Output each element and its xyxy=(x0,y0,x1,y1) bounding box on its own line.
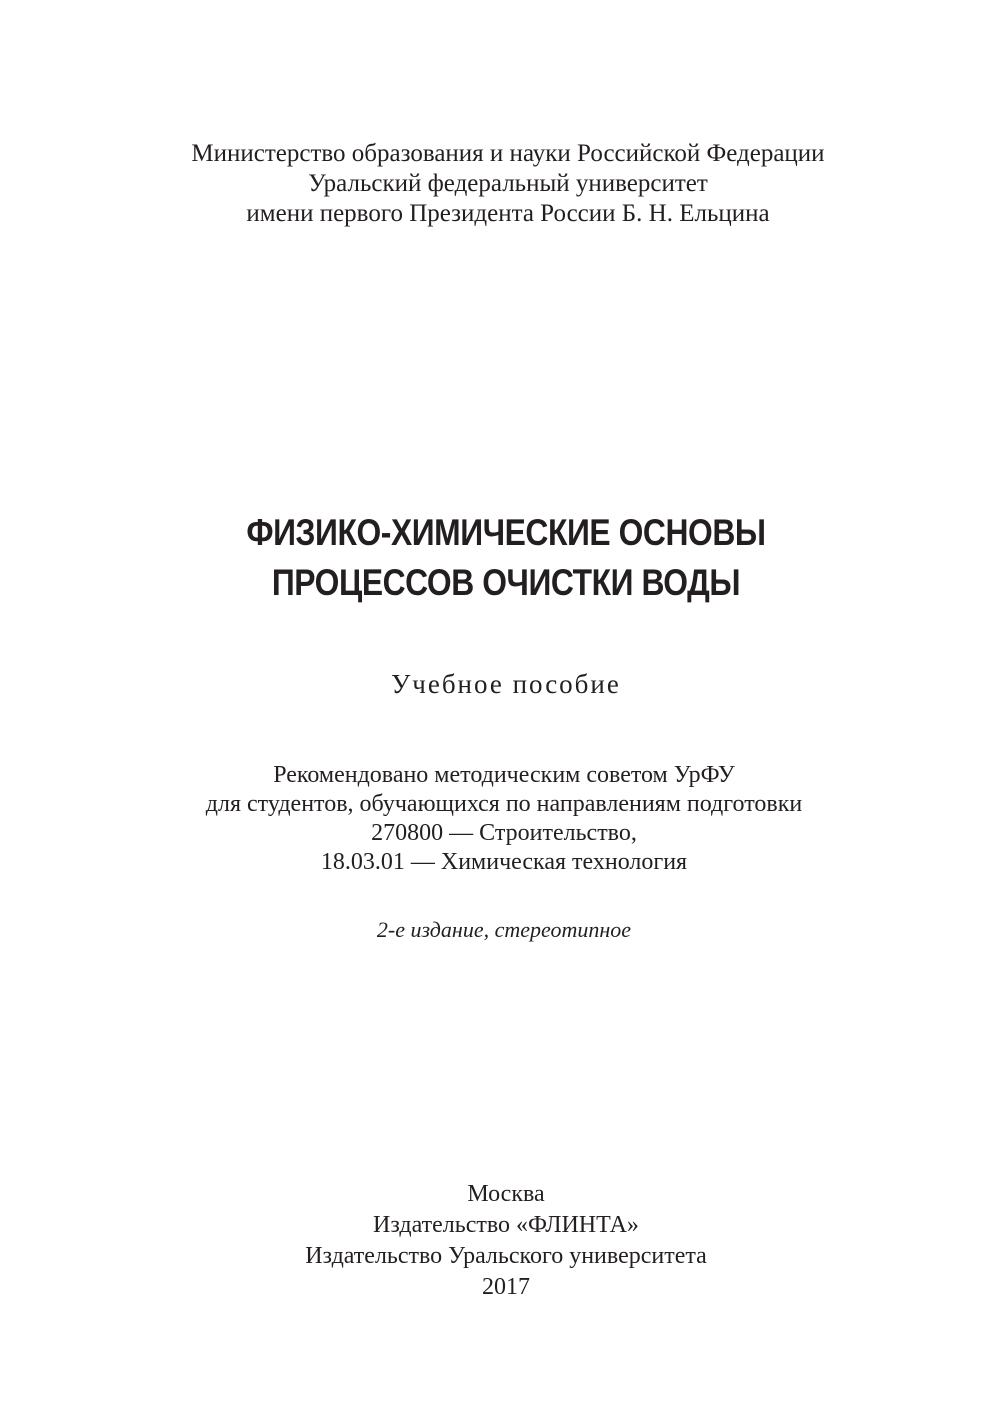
recommendation-line-3: 270800 — Строительство, xyxy=(371,820,637,846)
ministry-header xyxy=(6,139,1004,229)
book-title xyxy=(4,508,1004,608)
recommendation-line-4: 18.03.01 — Химическая технология xyxy=(320,849,688,875)
recommendation-block xyxy=(2,761,1004,877)
university-line: Уральский федеральный университет xyxy=(308,170,708,197)
publisher-block xyxy=(4,1179,1004,1303)
book-subtitle-text: Учебное пособие xyxy=(391,669,621,699)
book-subtitle xyxy=(4,666,1004,702)
publication-year: 2017 xyxy=(482,1274,530,1300)
publisher-flinta: Издательство «ФЛИНТА» xyxy=(373,1212,639,1238)
university-name-line: имени первого Президента России Б. Н. Ельцина xyxy=(246,200,770,227)
publisher-ural-university: Издательство Уральского университета xyxy=(305,1243,707,1269)
edition-note xyxy=(2,915,1004,945)
ministry-line: Министерство образования и науки Российской Федерации xyxy=(191,140,825,167)
book-title-line-2: ПРОЦЕССОВ ОЧИСТКИ ВОДЫ xyxy=(271,562,741,603)
recommendation-line-2: для студентов, обучающихся по направлениям подготовки xyxy=(205,791,803,817)
edition-text: 2-е издание, стереотипное xyxy=(376,917,632,942)
book-title-line-1: ФИЗИКО-ХИМИЧЕСКИЕ ОСНОВЫ xyxy=(246,512,766,553)
publisher-city: Москва xyxy=(467,1181,545,1207)
recommendation-line-1: Рекомендовано методическим советом УрФУ xyxy=(273,762,735,788)
